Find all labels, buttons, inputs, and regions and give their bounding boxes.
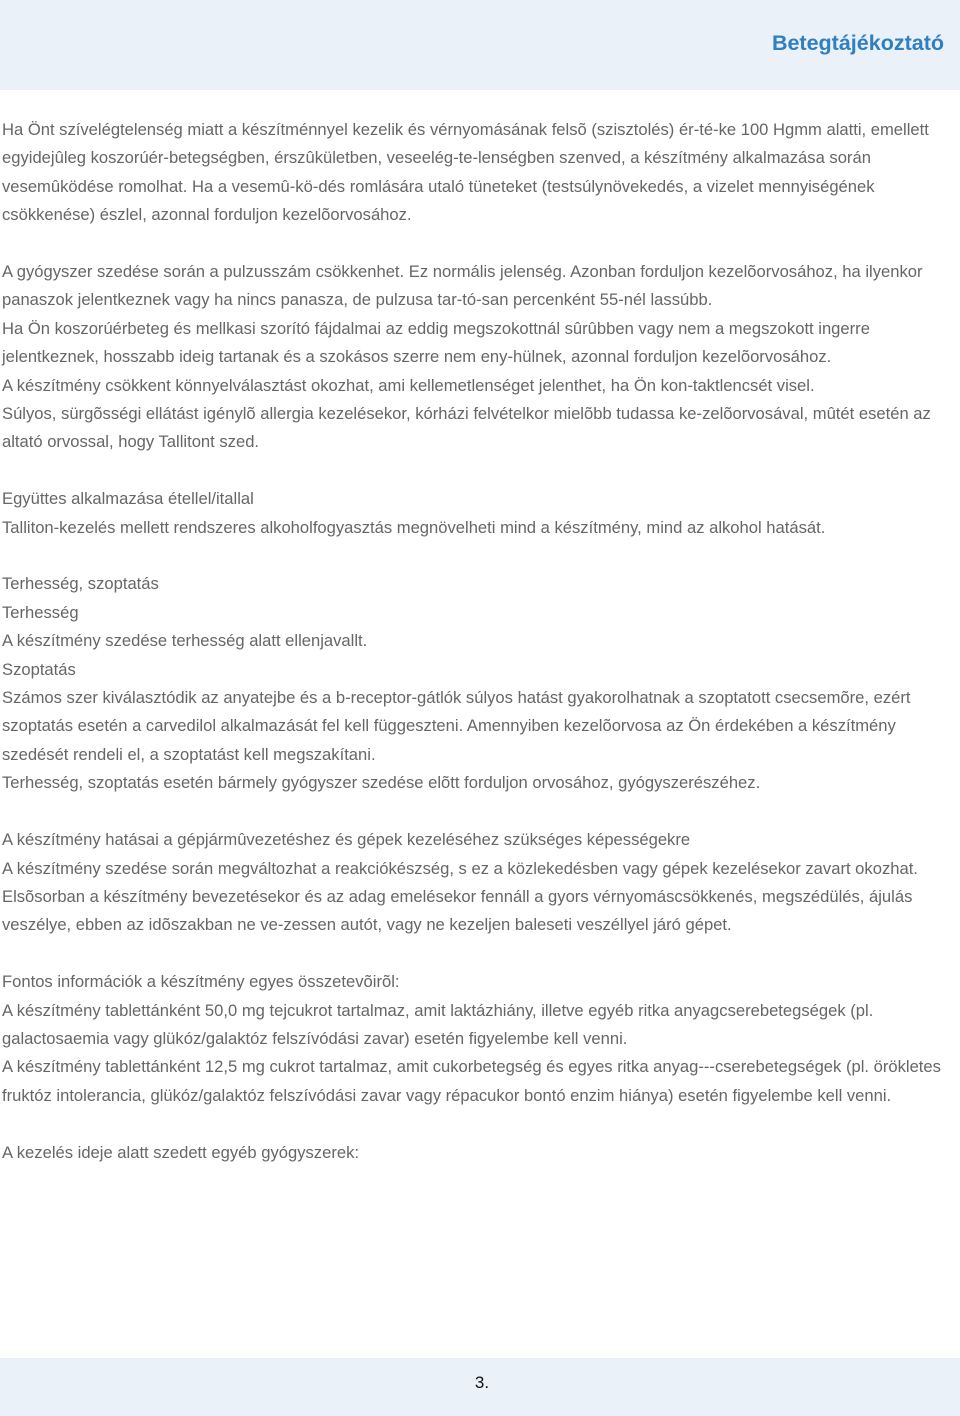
paragraph-contact-lens: A készítmény csökkent könnyelválasztást okozhat, ami kellemetlenséget jelenthet, ha Ön kon-taktlencsét visel. xyxy=(2,375,815,395)
header-title: Betegtájékoztató xyxy=(771,31,944,55)
spacer xyxy=(2,940,958,968)
paragraph-pregnancy: A készítmény szedése terhesség alatt ellenjavallt. xyxy=(2,631,368,651)
paragraph-pulse: A gyógyszer szedése során a pulzusszám csökkenhet. Ez normális jelenség. Azonban forduljon kezelõorvosához, ha ilyenkor panaszok jelentkeznek vagy ha nincs panasza, de pulzusa tar-tó-san percenként 55-nél lassúbb. xyxy=(2,262,923,310)
section-heading-food: Együttes alkalmazása étellel/itallal xyxy=(2,489,254,509)
page-number: 3. xyxy=(474,1373,490,1392)
paragraph-lactose: A készítmény tablettánként 50,0 mg tejcukrot tartalmaz, amit laktázhiány, illetve egyéb ritka anyagcserebetegségek (pl. galactosaemia vagy glükóz/galaktóz felszívódási zavar) esetén figyelembe kell venni. xyxy=(2,1000,874,1048)
section-heading-other-medicines: A kezelés ideje alatt szedett egyéb gyógyszerek: xyxy=(2,1142,359,1162)
paragraph-pregnancy-note: Terhesség, szoptatás esetén bármely gyógyszer szedése elõtt forduljon orvosához, gyógyszerészéhez. xyxy=(2,773,761,793)
document-body xyxy=(2,116,958,1167)
paragraph-kidney-warning: Ha Önt szívelégtelenség miatt a készítménnyel kezelik és vérnyomásának felsõ (szisztolés) ér-té-ke 100 Hgmm alatti, emellett egyidejûleg koszorúér-betegségben, érszûkületben, veseelég-te-lenségben szenved, a készítmény alkalmazása során vesemûködése romolhat. Ha a vesemû-kö-dés romlására utaló tüneteket (testsúlynövekedés, a vizelet mennyiségének csökkenése) észlel, azonnal forduljon kezelõorvosához. xyxy=(2,120,929,225)
section-heading-pregnancy: Terhesség, szoptatás xyxy=(2,574,159,594)
spacer xyxy=(2,1110,958,1138)
paragraph-coronary: Ha Ön koszorúérbeteg és mellkasi szorító fájdalmai az eddig megszokottnál sûrûbben vagy nem a megszokott ingerre jelentkeznek, hosszabb ideig tartanak és a szokásos szerre nem eny-hülnek, azonnal forduljon kezelõorvosához. xyxy=(2,318,870,367)
subheading-pregnancy: Terhesség xyxy=(2,602,79,622)
paragraph-driving: A készítmény szedése során megváltozhat a reakciókészség, s ez a közlekedésben vagy gépek kezelésekor zavart okozhat. Elsõsorban a készítmény bevezetésekor és az adag emelésekor fennáll a gyors vérnyomáscsökkenés, megszédülés, ájulás veszélye, ebben az idõszakban ne ve-zessen autót, vagy ne kezeljen baleseti veszéllyel járó gépet. xyxy=(2,858,918,935)
spacer xyxy=(2,230,958,258)
paragraph-breastfeeding: Számos szer kiválasztódik az anyatejbe és a b-receptor-gátlók súlyos hatást gyakorolhatnak a szoptatott csecsemõre, ezért szoptatás esetén a carvedilol alkalmazását fel kell függeszteni. Amennyiben kezelõorvosa az Ön érdekében a készítmény szedését rendeli el, a szoptatást kell megszakítani. xyxy=(2,688,911,764)
section-heading-driving: A készítmény hatásai a gépjármûvezetéshez és gépek kezeléséhez szükséges képességekre xyxy=(2,830,691,850)
spacer xyxy=(2,542,958,570)
paragraph-sugar: A készítmény tablettánként 12,5 mg cukrot tartalmaz, amit cukorbetegség és egyes ritka anyag---cserebetegségek (pl. örökletes fruktóz intolerancia, glükóz/galaktóz felszívódási zavar vagy répacukor bontó enzim hiánya) esetén figyelembe kell venni. xyxy=(2,1057,941,1105)
spacer xyxy=(2,798,958,826)
header-band xyxy=(0,0,960,90)
section-heading-ingredients: Fontos információk a készítmény egyes összetevõirõl: xyxy=(2,972,400,992)
spacer xyxy=(2,457,958,485)
subheading-breastfeeding: Szoptatás xyxy=(2,659,76,679)
paragraph-allergy: Súlyos, sürgõsségi ellátást igénylõ allergia kezelésekor, kórházi felvételkor mielõbb tudassa ke-zelõorvosával, mûtét esetén az altató orvossal, hogy Tallitont szed. xyxy=(2,404,931,452)
paragraph-food: Talliton-kezelés mellett rendszeres alkoholfogyasztás megnövelheti mind a készítmény, mind az alkohol hatását. xyxy=(2,517,826,537)
